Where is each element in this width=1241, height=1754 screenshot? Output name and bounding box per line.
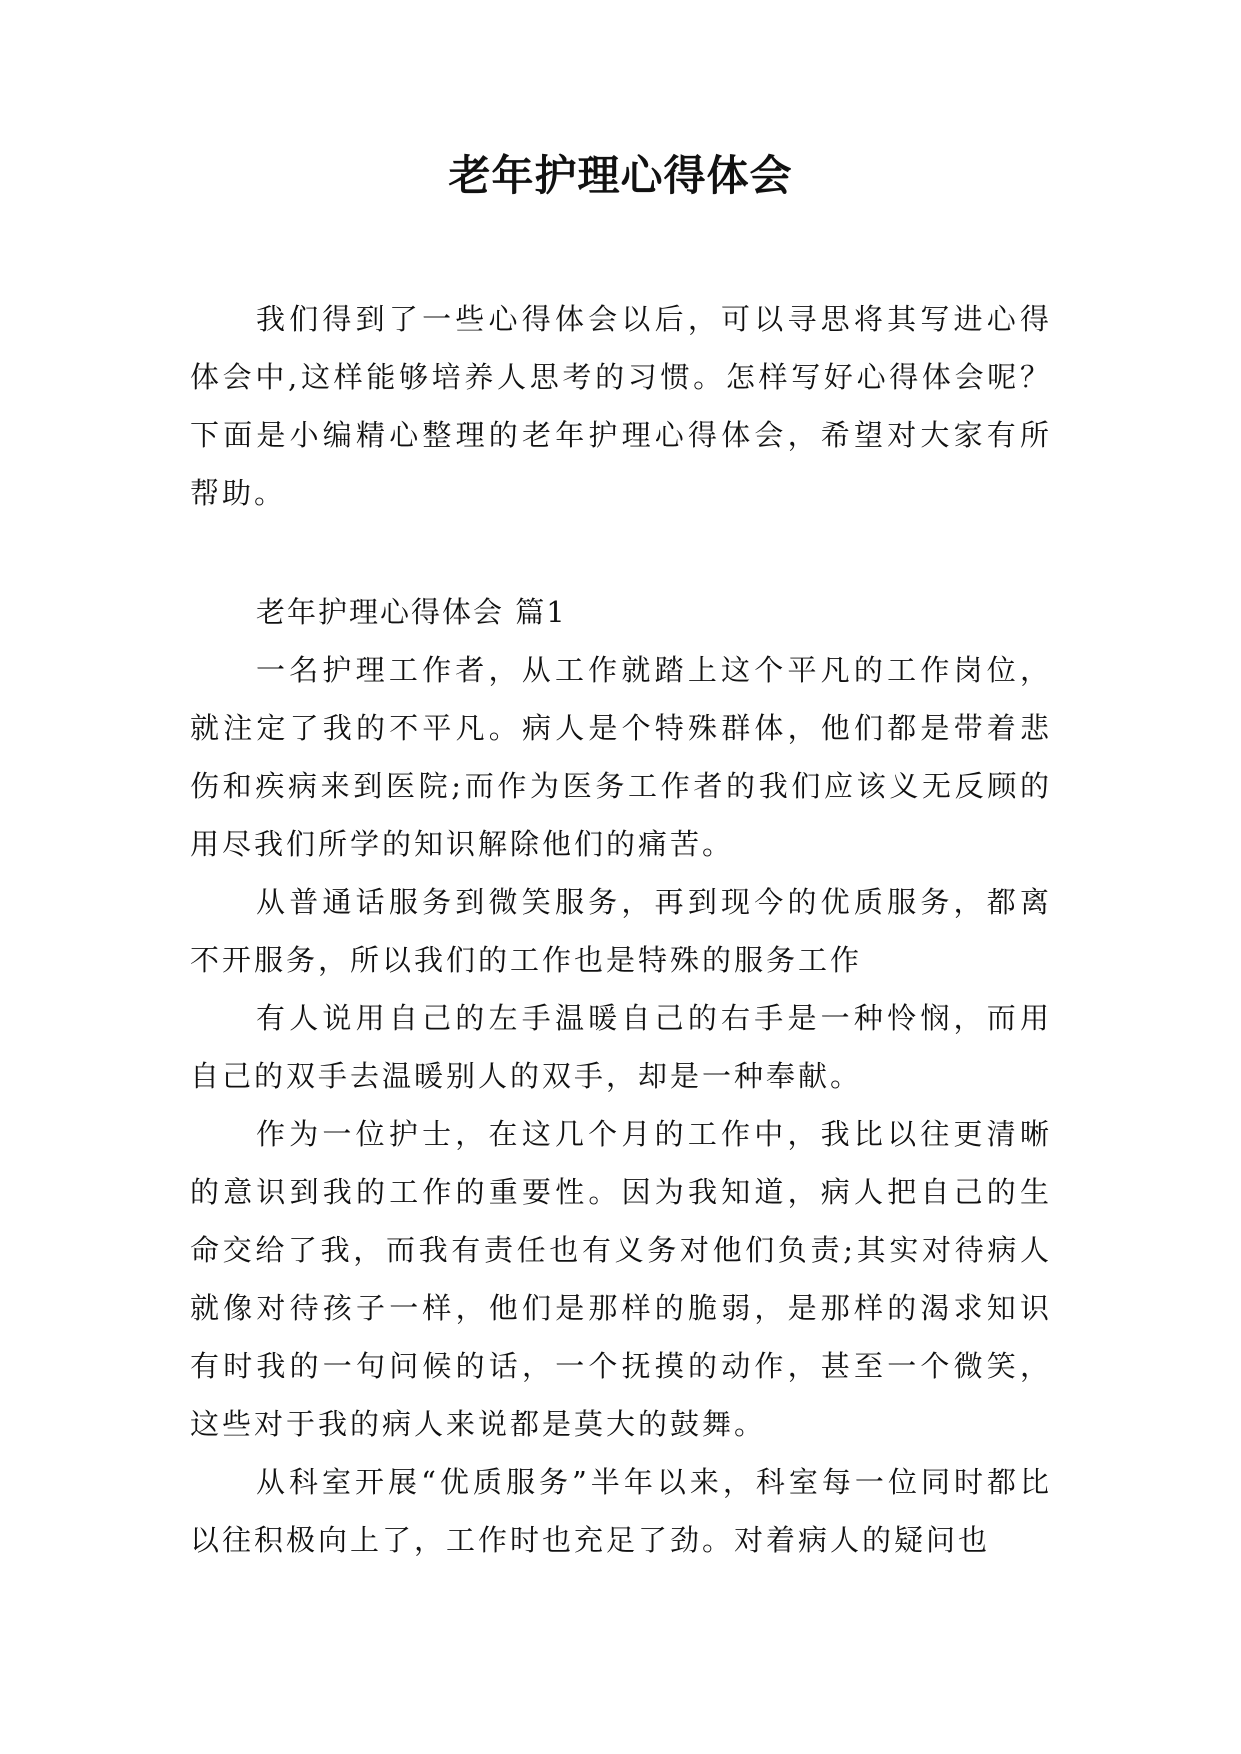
- body-paragraph: 作为一位护士，在这几个月的工作中，我比以往更清晰的意识到我的工作的重要性。因为我知道，病人把自己的生命交给了我，而我有责任也有义务对他们负责;其实对待病人就像对待孩子一样，他们是那样的脆弱，是那样的渴求知识有时我的一句问候的话，一个抚摸的动作，甚至一个微笑，这些对于我的病人来说都是莫大的鼓舞。: [190, 1117, 1052, 1441]
- section-heading: 老年护理心得体会 篇1: [256, 595, 567, 629]
- section-body: [190, 641, 1052, 1569]
- intro-paragraph: 我们得到了一些心得体会以后，可以寻思将其写进心得体会中,这样能够培养人思考的习惯。怎样写好心得体会呢？下面是小编精心整理的老年护理心得体会，希望对大家有所帮助。: [190, 302, 1052, 510]
- body-paragraph: 一名护理工作者，从工作就踏上这个平凡的工作岗位，就注定了我的不平凡。病人是个特殊群体，他们都是带着悲伤和疾病来到医院;而作为医务工作者的我们应该义无反顾的用尽我们所学的知识解除他们的痛苦。: [190, 653, 1052, 861]
- body-paragraph: 有人说用自己的左手温暖自己的右手是一种怜悯，而用自己的双手去温暖别人的双手，却是一种奉献。: [190, 1001, 1052, 1093]
- body-paragraph: 从普通话服务到微笑服务，再到现今的优质服务，都离不开服务，所以我们的工作也是特殊的服务工作: [190, 885, 1052, 977]
- body-paragraph: 从科室开展“优质服务”半年以来，科室每一位同时都比以往积极向上了，工作时也充足了劲。对着病人的疑问也: [190, 1465, 1052, 1557]
- intro-section: [190, 290, 1052, 522]
- document-title: 老年护理心得体会: [448, 151, 793, 200]
